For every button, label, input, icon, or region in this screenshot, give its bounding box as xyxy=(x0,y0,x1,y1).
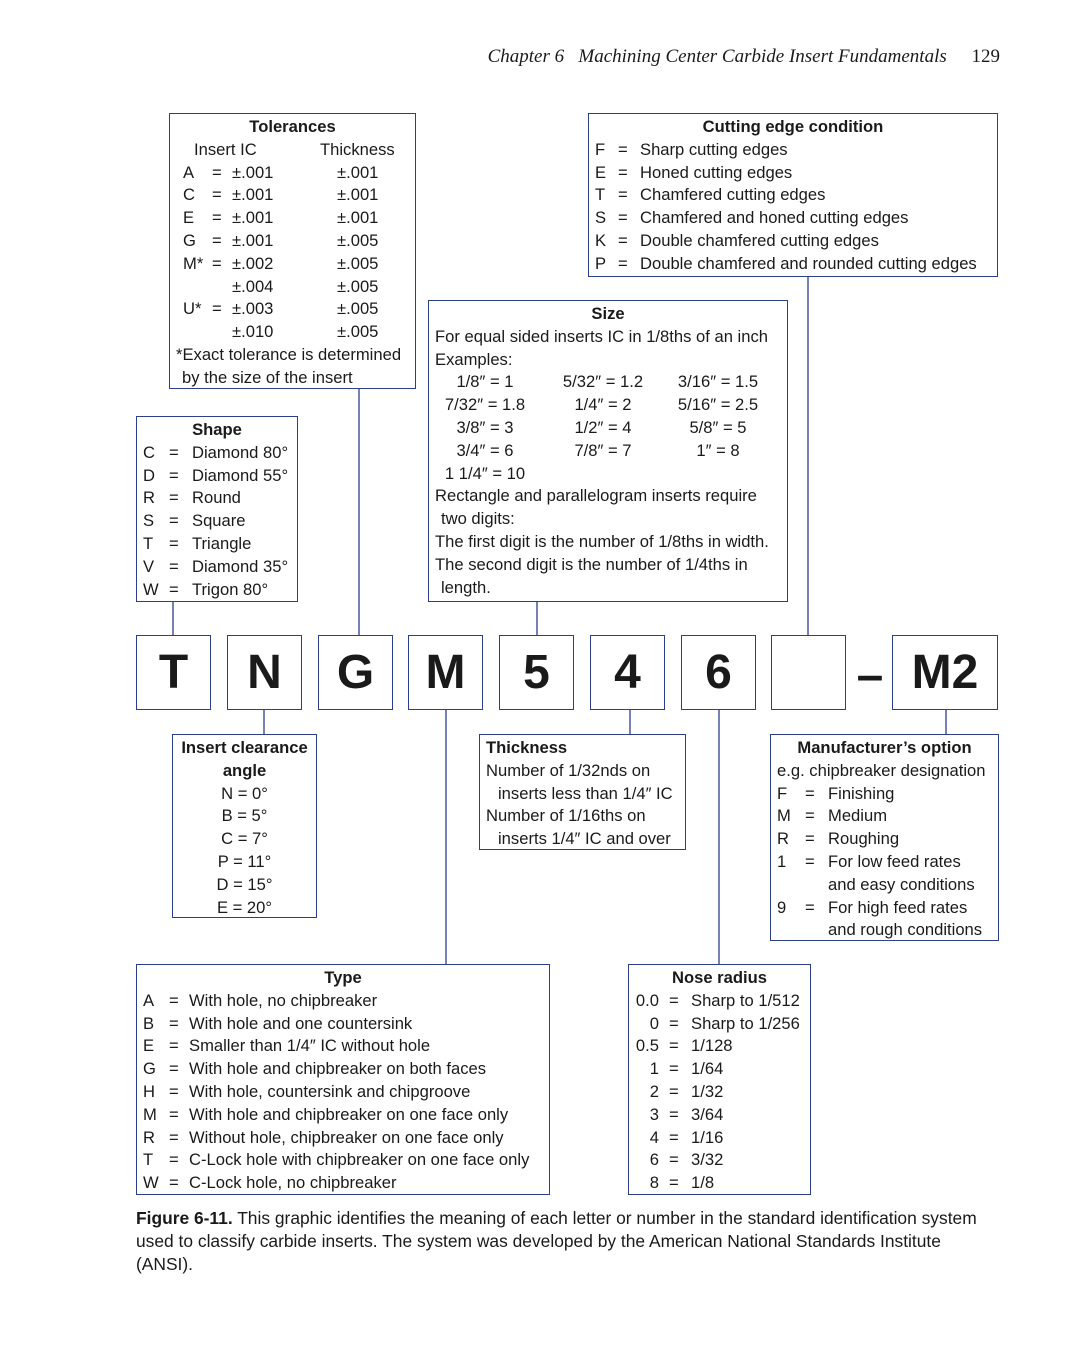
type-desc: With hole, countersink and chipgroove xyxy=(189,1081,471,1101)
shape-eq: = xyxy=(169,511,179,531)
cutting-edge-code: K xyxy=(595,230,607,250)
manufacturer-desc: For high feed rates xyxy=(828,897,968,917)
page-number: 129 xyxy=(971,46,1000,67)
code-dash: – xyxy=(856,648,884,702)
nose-radius-eq: = xyxy=(669,1036,679,1056)
tolerances-row xyxy=(176,298,409,321)
cutting-edge-code: E xyxy=(595,162,607,182)
tolerances-box xyxy=(169,113,416,389)
type-row xyxy=(143,1013,543,1036)
shape-desc: Trigon 80° xyxy=(192,579,269,599)
code-box-clearance: N xyxy=(227,635,302,710)
shape-eq: = xyxy=(169,442,179,462)
type-box xyxy=(136,964,550,1195)
nose-radius-row xyxy=(635,1081,804,1104)
clearance-title: Insert clearance xyxy=(181,738,308,757)
shape-eq: = xyxy=(169,556,179,576)
tolerances-ic: ±.001 xyxy=(232,162,274,182)
shape-code: V xyxy=(143,556,155,576)
nose-radius-code: 0.5 xyxy=(635,1036,659,1056)
nose-radius-row xyxy=(635,990,804,1013)
clearance-row: E = 20° xyxy=(216,897,273,917)
manufacturer-eq: = xyxy=(805,783,815,803)
size-line-1: Rectangle and parallelogram inserts require xyxy=(435,486,757,506)
manufacturer-code: 9 xyxy=(777,897,787,917)
size-example-row xyxy=(435,371,781,394)
size-line-4: The second digit is the number of 1/4ths in xyxy=(435,554,748,574)
thickness-box xyxy=(479,734,686,850)
cutting-edge-code: T xyxy=(595,185,606,205)
nose-radius-eq: = xyxy=(669,1059,679,1079)
tolerances-eq: = xyxy=(212,299,222,319)
shape-eq: = xyxy=(169,488,179,508)
code-box-manufacturer: M2 xyxy=(892,635,998,710)
chapter-label: Chapter 6 xyxy=(487,46,565,67)
manufacturer-row xyxy=(777,897,992,920)
type-code: G xyxy=(143,1059,156,1079)
tolerances-code: A xyxy=(183,162,195,182)
nose-radius-desc: 3/32 xyxy=(691,1150,724,1170)
manufacturer-code: F xyxy=(777,783,788,803)
type-code: H xyxy=(143,1081,155,1101)
type-row xyxy=(143,1058,543,1081)
size-title: Size xyxy=(591,304,625,323)
type-desc: Smaller than 1/4″ IC without hole xyxy=(189,1036,431,1056)
nose-radius-title: Nose radius xyxy=(672,968,767,987)
tolerances-ic: ±.003 xyxy=(232,299,274,319)
thickness-line-1: Number of 1/32nds on xyxy=(486,760,651,780)
manufacturer-row xyxy=(777,851,992,874)
shape-code: S xyxy=(143,511,155,531)
manufacturer-title: Manufacturer’s option xyxy=(797,738,972,757)
nose-radius-code: 0.0 xyxy=(635,990,659,1010)
size-example-cell: 5/16″ = 2.5 xyxy=(677,395,759,415)
shape-box xyxy=(136,416,298,602)
type-eq: = xyxy=(169,1104,179,1124)
tolerances-thickness: ±.005 xyxy=(337,322,379,342)
tolerances-row xyxy=(176,253,409,276)
nose-radius-code: 4 xyxy=(649,1127,659,1147)
shape-row xyxy=(143,533,291,556)
manufacturer-code: M xyxy=(777,806,791,826)
clearance-row: B = 5° xyxy=(221,806,268,826)
cutting-edge-code: S xyxy=(595,208,607,228)
cutting-edge-desc: Chamfered cutting edges xyxy=(640,185,826,205)
nose-radius-desc: 1/16 xyxy=(691,1127,724,1147)
cutting-edge-row xyxy=(595,207,991,230)
nose-radius-desc: 3/64 xyxy=(691,1104,724,1124)
code-box-thickness: 4 xyxy=(590,635,665,710)
type-row xyxy=(143,1149,543,1172)
type-eq: = xyxy=(169,1036,179,1056)
cutting-edge-eq: = xyxy=(618,185,628,205)
tolerances-ic: ±.010 xyxy=(232,322,274,342)
cutting-edge-eq: = xyxy=(618,230,628,250)
code-box-shape: T xyxy=(136,635,211,710)
type-row xyxy=(143,1035,543,1058)
type-code: E xyxy=(143,1036,155,1056)
nose-radius-row xyxy=(635,1127,804,1150)
size-example-cell: 1 1/4″ = 10 xyxy=(444,463,526,483)
nose-radius-row xyxy=(635,1013,804,1036)
type-eq: = xyxy=(169,1150,179,1170)
size-example-row xyxy=(435,394,781,417)
type-eq: = xyxy=(169,1173,179,1193)
size-intro: For equal sided inserts IC in 1/8ths of an inch xyxy=(435,326,768,346)
tolerances-row xyxy=(176,184,409,207)
size-example-cell: 7/32″ = 1.8 xyxy=(444,395,526,415)
nose-radius-desc: 1/64 xyxy=(691,1059,724,1079)
tolerances-ic: ±.001 xyxy=(232,230,274,250)
nose-radius-eq: = xyxy=(669,1081,679,1101)
clearance-title-2: angle xyxy=(222,760,267,780)
clearance-row: P = 11° xyxy=(217,851,272,871)
manufacturer-row xyxy=(777,874,992,897)
tolerances-thickness: ±.001 xyxy=(337,208,379,228)
size-example-cell: 3/4″ = 6 xyxy=(456,440,514,460)
cutting-edge-desc: Sharp cutting edges xyxy=(640,139,788,159)
manufacturer-desc: and easy conditions xyxy=(828,874,975,894)
size-example-cell: 1″ = 8 xyxy=(696,440,740,460)
nose-radius-desc: Sharp to 1/256 xyxy=(691,1013,800,1033)
shape-row xyxy=(143,465,291,488)
cutting-edge-desc: Double chamfered cutting edges xyxy=(640,230,879,250)
cutting-edge-row xyxy=(595,162,991,185)
type-row xyxy=(143,1081,543,1104)
cutting-edge-eq: = xyxy=(618,162,628,182)
tolerances-eq: = xyxy=(212,253,222,273)
tolerances-row xyxy=(176,276,409,299)
size-example-cell: 1/8″ = 1 xyxy=(456,372,514,392)
manufacturer-desc: Roughing xyxy=(828,829,900,849)
nose-radius-eq: = xyxy=(669,1173,679,1193)
tolerances-code: E xyxy=(183,208,195,228)
type-eq: = xyxy=(169,1127,179,1147)
manufacturer-desc: and rough conditions xyxy=(828,920,983,940)
nose-radius-eq: = xyxy=(669,1150,679,1170)
nose-radius-box xyxy=(628,964,811,1195)
size-line-5: length. xyxy=(441,577,491,597)
type-title: Type xyxy=(324,968,362,987)
size-example-row xyxy=(435,440,781,463)
nose-radius-code: 3 xyxy=(649,1104,659,1124)
size-box xyxy=(428,300,788,602)
type-code: T xyxy=(143,1150,154,1170)
tolerances-thickness: ±.005 xyxy=(337,276,379,296)
manufacturer-row xyxy=(777,919,992,942)
code-box-size: 5 xyxy=(499,635,574,710)
cutting-edge-eq: = xyxy=(618,139,628,159)
manufacturer-eq: = xyxy=(805,806,815,826)
nose-radius-desc: Sharp to 1/512 xyxy=(691,990,800,1010)
manufacturer-eq: = xyxy=(805,897,815,917)
figure-label: Figure 6-11. xyxy=(136,1208,233,1228)
type-eq: = xyxy=(169,990,179,1010)
tolerances-note: *Exact tolerance is determined xyxy=(176,344,402,364)
size-example-cell: 5/8″ = 5 xyxy=(689,417,747,437)
type-desc: C-Lock hole with chipbreaker on one face only xyxy=(189,1150,530,1170)
figure-caption xyxy=(136,1207,1002,1275)
manufacturer-code: R xyxy=(777,829,789,849)
manufacturer-eq: = xyxy=(805,829,815,849)
type-row xyxy=(143,990,543,1013)
nose-radius-desc: 1/32 xyxy=(691,1081,724,1101)
nose-radius-code: 8 xyxy=(649,1173,659,1193)
manufacturer-eq: = xyxy=(805,851,815,871)
shape-desc: Square xyxy=(192,511,246,531)
type-code: W xyxy=(143,1173,159,1193)
tolerances-thickness: ±.005 xyxy=(337,230,379,250)
shape-code: R xyxy=(143,488,155,508)
size-example-row xyxy=(435,463,781,486)
size-example-cell: 1/4″ = 2 xyxy=(574,395,632,415)
cutting-edge-title: Cutting edge condition xyxy=(702,117,884,136)
shape-code: W xyxy=(143,579,159,599)
thickness-line-2: inserts less than 1/4″ IC xyxy=(498,783,673,803)
nose-radius-eq: = xyxy=(669,990,679,1010)
clearance-row: N = 0° xyxy=(221,783,268,803)
cutting-edge-eq: = xyxy=(618,208,628,228)
cutting-edge-code: F xyxy=(595,139,606,159)
type-eq: = xyxy=(169,1081,179,1101)
size-line-2: two digits: xyxy=(441,509,515,529)
tolerances-title: Tolerances xyxy=(249,117,336,136)
shape-desc: Diamond 35° xyxy=(192,556,289,576)
nose-radius-eq: = xyxy=(669,1013,679,1033)
size-example-cell: 3/16″ = 1.5 xyxy=(677,372,759,392)
nose-radius-code: 6 xyxy=(649,1150,659,1170)
tolerances-col-ic: Insert IC xyxy=(194,139,257,159)
tolerances-ic: ±.002 xyxy=(232,253,274,273)
shape-eq: = xyxy=(169,465,179,485)
shape-code: T xyxy=(143,533,154,553)
figure-caption-text: This graphic identifies the meaning of each letter or number in the standard identification system used to classify carbide inserts. The system was developed by the American National Standards Institute (ANSI). xyxy=(136,1208,977,1274)
nose-radius-row xyxy=(635,1104,804,1127)
manufacturer-desc: For low feed rates xyxy=(828,851,961,871)
type-desc: With hole and chipbreaker on one face only xyxy=(189,1104,509,1124)
tolerances-eq: = xyxy=(212,162,222,182)
cutting-edge-desc: Chamfered and honed cutting edges xyxy=(640,208,909,228)
tolerances-thickness: ±.001 xyxy=(337,185,379,205)
shape-desc: Round xyxy=(192,488,241,508)
type-row xyxy=(143,1104,543,1127)
cutting-edge-desc: Honed cutting edges xyxy=(640,162,793,182)
type-row xyxy=(143,1127,543,1150)
shape-eq: = xyxy=(169,579,179,599)
tolerances-col-thickness: Thickness xyxy=(320,139,395,159)
manufacturer-row xyxy=(777,828,992,851)
cutting-edge-eq: = xyxy=(618,253,628,273)
shape-desc: Triangle xyxy=(192,533,252,553)
nose-radius-eq: = xyxy=(669,1104,679,1124)
tolerances-thickness: ±.005 xyxy=(337,253,379,273)
tolerances-note-2: by the size of the insert xyxy=(182,367,353,387)
shape-title: Shape xyxy=(192,420,242,439)
shape-desc: Diamond 80° xyxy=(192,442,289,462)
tolerances-row xyxy=(176,230,409,253)
manufacturer-box xyxy=(770,734,999,941)
cutting-edge-code: P xyxy=(595,253,607,273)
shape-row xyxy=(143,510,291,533)
type-desc: C-Lock hole, no chipbreaker xyxy=(189,1173,397,1193)
tolerances-eq: = xyxy=(212,185,222,205)
shape-code: D xyxy=(143,465,155,485)
tolerances-ic: ±.004 xyxy=(232,276,274,296)
tolerances-row xyxy=(176,321,409,344)
size-example-cell: 7/8″ = 7 xyxy=(574,440,632,460)
tolerances-row xyxy=(176,162,409,185)
tolerances-code: U* xyxy=(183,299,202,319)
clearance-row: D = 15° xyxy=(216,874,273,894)
code-box-type: M xyxy=(408,635,483,710)
nose-radius-row xyxy=(635,1149,804,1172)
tolerances-code: M* xyxy=(183,253,204,273)
tolerances-eq: = xyxy=(212,230,222,250)
manufacturer-row xyxy=(777,783,992,806)
tolerances-thickness: ±.005 xyxy=(337,299,379,319)
type-desc: With hole and chipbreaker on both faces xyxy=(189,1059,487,1079)
type-desc: Without hole, chipbreaker on one face only xyxy=(189,1127,504,1147)
tolerances-code: C xyxy=(183,185,195,205)
thickness-line-3: Number of 1/16ths on xyxy=(486,806,646,826)
code-box-nose-radius: 6 xyxy=(681,635,756,710)
manufacturer-row xyxy=(777,805,992,828)
cutting-edge-row xyxy=(595,184,991,207)
type-desc: With hole, no chipbreaker xyxy=(189,990,378,1010)
type-code: A xyxy=(143,990,155,1010)
size-example-cell: 5/32″ = 1.2 xyxy=(562,372,644,392)
type-eq: = xyxy=(169,1013,179,1033)
shape-code: C xyxy=(143,442,155,462)
size-line-3: The first digit is the number of 1/8ths in width. xyxy=(435,531,769,551)
shape-row xyxy=(143,556,291,579)
cutting-edge-desc: Double chamfered and rounded cutting edges xyxy=(640,253,977,273)
cutting-edge-row xyxy=(595,139,991,162)
tolerances-code: G xyxy=(183,230,196,250)
manufacturer-desc: Finishing xyxy=(828,783,895,803)
type-desc: With hole and one countersink xyxy=(189,1013,413,1033)
size-examples-label: Examples: xyxy=(435,349,513,369)
type-code: R xyxy=(143,1127,155,1147)
cutting-edge-box xyxy=(588,113,998,277)
shape-desc: Diamond 55° xyxy=(192,465,289,485)
manufacturer-desc: Medium xyxy=(828,806,888,826)
nose-radius-desc: 1/128 xyxy=(691,1036,733,1056)
manufacturer-subtitle: e.g. chipbreaker designation xyxy=(777,760,986,780)
nose-radius-code: 1 xyxy=(649,1059,659,1079)
tolerances-thickness: ±.001 xyxy=(337,162,379,182)
thickness-title: Thickness xyxy=(486,738,568,757)
thickness-line-4: inserts 1/4″ IC and over xyxy=(498,829,671,849)
code-box-tolerance: G xyxy=(318,635,393,710)
type-eq: = xyxy=(169,1059,179,1079)
type-code: B xyxy=(143,1013,155,1033)
chapter-title: Machining Center Carbide Insert Fundamentals xyxy=(578,46,947,67)
nose-radius-row xyxy=(635,1058,804,1081)
clearance-box xyxy=(172,734,317,918)
cutting-edge-row xyxy=(595,253,991,276)
nose-radius-code: 2 xyxy=(649,1081,659,1101)
tolerances-row xyxy=(176,207,409,230)
shape-row xyxy=(143,442,291,465)
manufacturer-code: 1 xyxy=(777,851,787,871)
shape-eq: = xyxy=(169,533,179,553)
shape-row xyxy=(143,487,291,510)
tolerances-eq: = xyxy=(212,208,222,228)
size-example-cell: 3/8″ = 3 xyxy=(456,417,514,437)
tolerances-ic: ±.001 xyxy=(232,185,274,205)
shape-row xyxy=(143,579,291,602)
cutting-edge-row xyxy=(595,230,991,253)
size-example-cell: 1/2″ = 4 xyxy=(574,417,632,437)
tolerances-ic: ±.001 xyxy=(232,208,274,228)
clearance-row: C = 7° xyxy=(221,829,268,849)
type-code: M xyxy=(143,1104,157,1124)
nose-radius-code: 0 xyxy=(649,1013,659,1033)
nose-radius-eq: = xyxy=(669,1127,679,1147)
nose-radius-row xyxy=(635,1035,804,1058)
nose-radius-desc: 1/8 xyxy=(691,1173,715,1193)
code-box-cutting-edge xyxy=(771,635,846,710)
nose-radius-row xyxy=(635,1172,804,1195)
size-example-row xyxy=(435,417,781,440)
type-row xyxy=(143,1172,543,1195)
